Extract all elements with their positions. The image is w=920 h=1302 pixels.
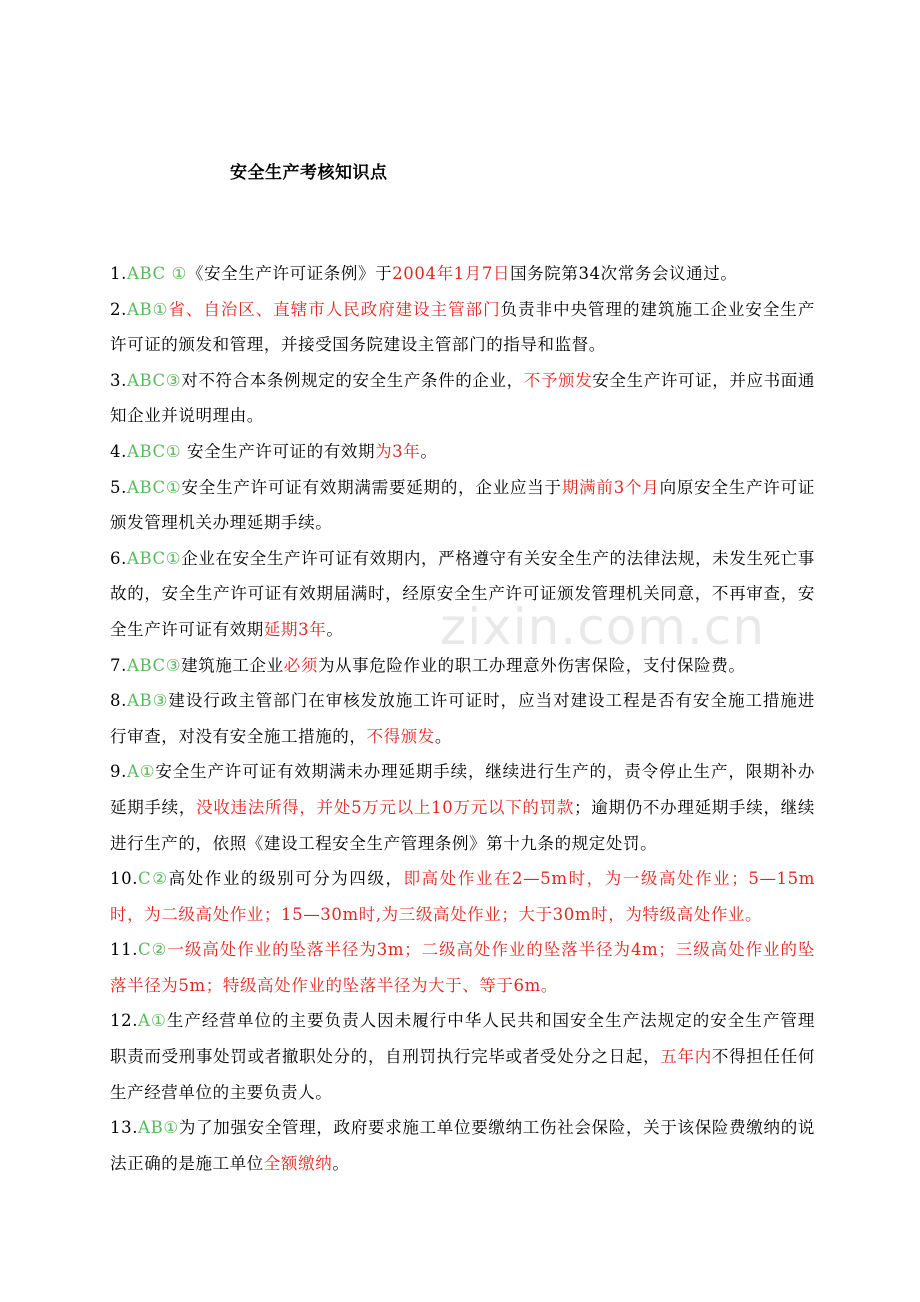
document-title: 安全生产考核知识点 xyxy=(230,163,388,183)
answer-code: ABC① xyxy=(126,477,182,497)
item-text: 对不符合本条例规定的安全生产条件的企业， xyxy=(181,370,524,390)
highlighted-text: 2004年1月7日 xyxy=(392,264,511,283)
answer-code: ABC③ xyxy=(126,370,182,390)
item-text: 安全生产许可证有效期满未办理延期手续，继续进行生产的，责令停止生产，限期补办延期手续， xyxy=(110,762,815,817)
item-text: 《安全生产许可证条例》于 xyxy=(186,264,393,283)
item-text: 向原安全生产许可证颁发管理机关办理延期手续。 xyxy=(110,477,815,533)
item-text: 。 xyxy=(332,1153,350,1173)
item-text: 。 xyxy=(326,619,344,639)
answer-code: C② xyxy=(138,940,168,960)
knowledge-point-item xyxy=(110,683,815,754)
highlighted-text: 必须 xyxy=(283,655,318,675)
item-text: 1. xyxy=(110,264,127,283)
item-text: ；逾期仍不办理延期手续，继续进行生产的，依照《建设工程安全生产管理条例》第十九条的规定处罚。 xyxy=(110,797,816,853)
watermark: zixin.com.cn xyxy=(440,598,766,656)
answer-code: ABC ① xyxy=(126,264,187,283)
item-text: 高处作业的级别可分为四级， xyxy=(168,869,404,889)
item-text: 安全生产许可证的有效期 xyxy=(181,441,376,461)
item-text: 2. xyxy=(110,299,127,319)
item-text: 4. xyxy=(110,441,127,461)
item-text: 为从事危险作业的职工办理意外伤害保险，支付保险费。 xyxy=(317,655,746,675)
item-text: 。 xyxy=(420,441,438,461)
knowledge-point-item xyxy=(110,470,815,541)
highlighted-text: 期满前3个月 xyxy=(561,477,660,497)
highlighted-text: 不予颁发 xyxy=(523,370,593,390)
item-text: 11. xyxy=(110,940,139,960)
answer-code: C② xyxy=(138,869,169,889)
highlighted-text: 延期3年 xyxy=(263,619,327,639)
item-text: 国务院第34次常务会议通过。 xyxy=(510,264,738,283)
answer-code: AB③ xyxy=(126,691,169,711)
item-text: 安全生产许可证有效期满需要延期的，企业应当于 xyxy=(181,477,562,497)
item-text: 6. xyxy=(110,548,127,568)
highlighted-text: 不得颁发 xyxy=(366,726,435,746)
item-text: 12. xyxy=(110,1011,139,1031)
answer-code: ABC① xyxy=(126,441,182,461)
item-text: 建设行政主管部门在审核发放施工许可证时，应当对建设工程是否有安全施工措施进行审查，对没有安全施工措施的， xyxy=(110,691,816,746)
item-text: 13. xyxy=(110,1118,139,1138)
item-text: 不得担任任何生产经营单位的主要负责人。 xyxy=(110,1047,815,1102)
knowledge-point-item xyxy=(110,754,815,861)
answer-code: ABC③ xyxy=(126,655,182,675)
highlighted-text: 即高处作业在2—5m时，为一级高处作业；5—15m时，为二级高处作业；15—30m时,为三级高处作业；大于30m时，为特级高处作业。 xyxy=(110,869,815,924)
knowledge-point-item xyxy=(110,932,815,1003)
item-text: 。 xyxy=(434,726,453,746)
knowledge-point-item xyxy=(110,1110,815,1181)
item-text: 10. xyxy=(110,869,139,889)
item-text: 3. xyxy=(110,370,127,390)
knowledge-point-item xyxy=(110,292,815,363)
answer-code: A① xyxy=(126,762,156,782)
highlighted-text: 五年内 xyxy=(660,1047,712,1067)
item-text: 为了加强安全管理，政府要求施工单位要缴纳工伤社会保险，关于该保险费缴纳的说法正确的是施工单位 xyxy=(110,1118,815,1173)
highlighted-text: 为3年 xyxy=(375,441,421,461)
answer-code: A① xyxy=(138,1011,167,1031)
knowledge-point-item xyxy=(110,256,815,292)
knowledge-point-item xyxy=(110,363,815,434)
item-text: 8. xyxy=(110,691,127,711)
item-text: 9. xyxy=(110,762,127,782)
knowledge-point-item xyxy=(110,541,815,648)
highlighted-text: 没收违法所得，并处5万元以上10万元以下的罚款 xyxy=(196,797,575,817)
item-text: 安全生产许可证，并应书面通知企业并说明理由。 xyxy=(110,370,815,426)
item-text: 生产经营单位的主要负责人因未履行中华人民共和国安全生产法规定的安全生产管理职责而受刑事处罚或者撤职处分的，自刑罚执行完毕或者受处分之日起， xyxy=(110,1011,815,1067)
item-text: 5. xyxy=(110,477,127,497)
knowledge-point-item xyxy=(110,1003,815,1110)
answer-code: ABC① xyxy=(126,548,182,568)
item-text: 建筑施工企业 xyxy=(181,655,284,675)
highlighted-text: 省、自治区、直辖市人民政府建设主管部门 xyxy=(168,299,501,319)
knowledge-point-item xyxy=(110,434,815,470)
item-text: 企业在安全生产许可证有效期内，严格遵守有关安全生产的法律法规，未发生死亡事故的，安全生产许可证有效期届满时，经原安全生产许可证颁发管理机关同意，不再审查，安全生产许可证有效期 xyxy=(110,548,815,639)
item-text: 7. xyxy=(110,655,127,675)
answer-code: AB① xyxy=(138,1118,179,1138)
knowledge-point-item xyxy=(110,648,815,684)
highlighted-text: 全额缴纳 xyxy=(263,1153,333,1173)
highlighted-text: 一级高处作业的坠落半径为3m；二级高处作业的坠落半径为4m；三级高处作业的坠落半径为5m；特级高处作业的坠落半径为大于、等于6m。 xyxy=(110,940,815,995)
knowledge-point-list xyxy=(110,256,815,1181)
item-text: 负责非中央管理的建筑施工企业安全生产许可证的颁发和管理，并接受国务院建设主管部门的指导和监督。 xyxy=(110,299,815,355)
knowledge-point-item xyxy=(110,861,815,932)
answer-code: AB① xyxy=(126,299,169,319)
